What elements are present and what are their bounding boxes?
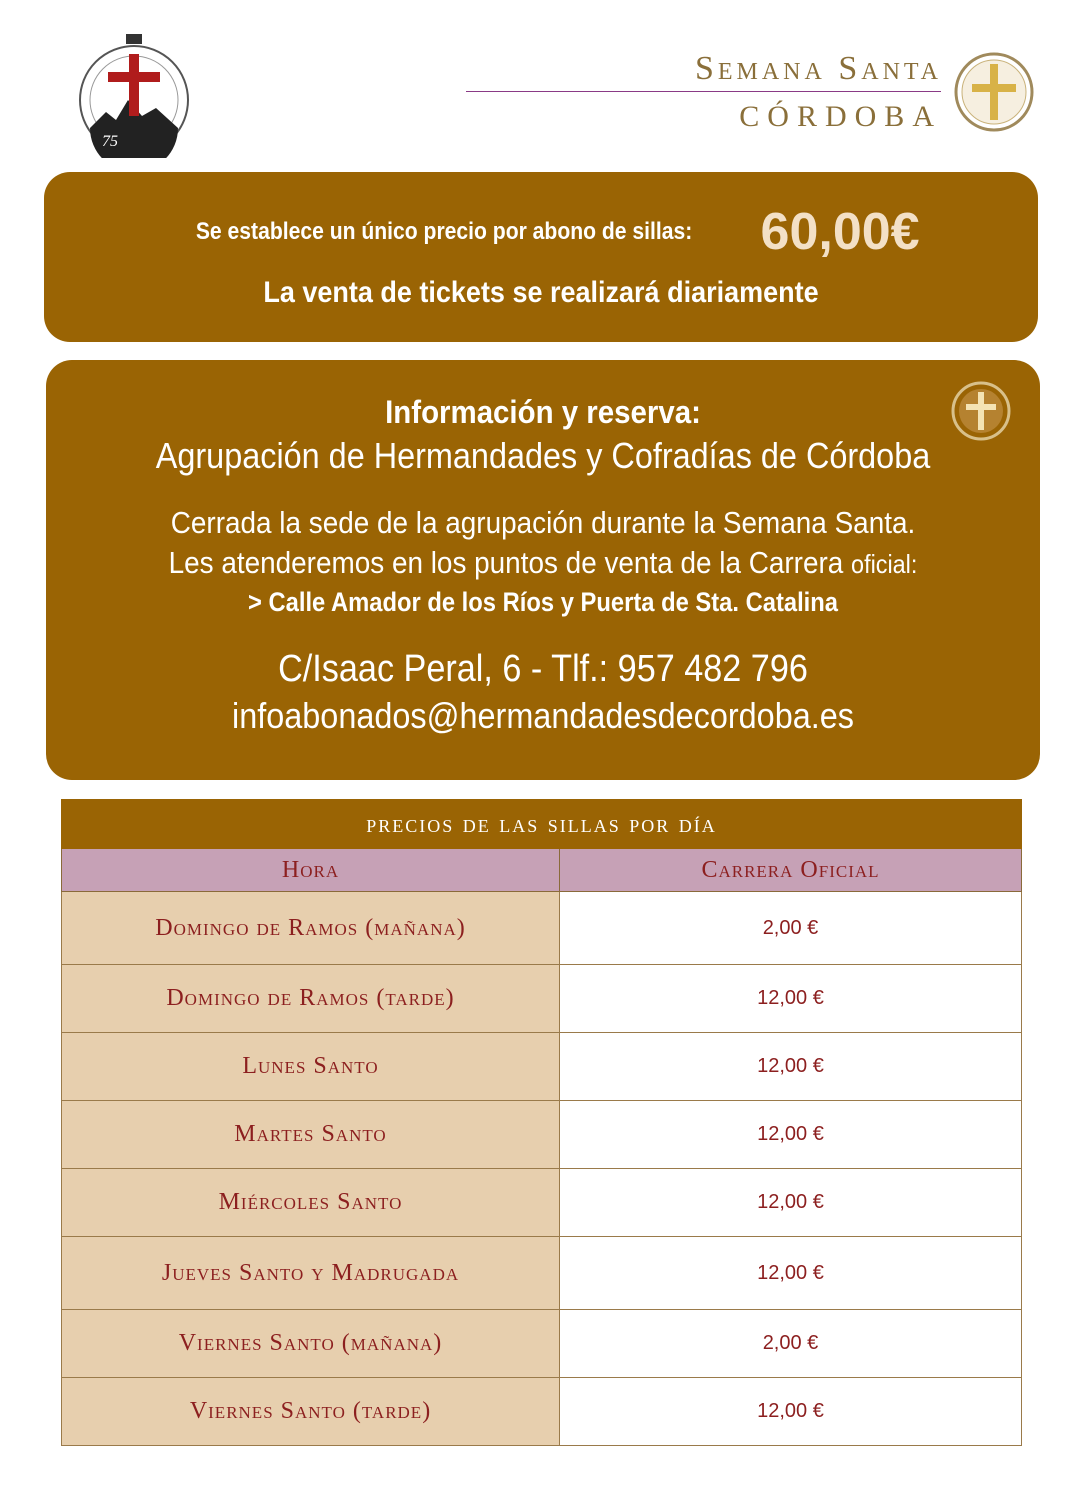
- day-cell: Viernes Santo (tarde): [62, 1378, 560, 1446]
- day-cell: Martes Santo: [62, 1101, 560, 1169]
- table-row: [62, 892, 1022, 965]
- brotherhood-logo: [72, 28, 196, 158]
- table-row: [62, 1033, 1022, 1101]
- info-sales-points: Les atenderemos en los puntos de venta de la Carrera oficial:: [168, 545, 918, 580]
- table-title: precios de las sillas por día: [62, 800, 1022, 849]
- column-header-carrera: Carrera Oficial: [560, 849, 1022, 892]
- table-row: [62, 1169, 1022, 1237]
- brand-divider: [466, 91, 941, 92]
- daily-sales-text: La venta de tickets se realizará diariamente: [263, 276, 819, 309]
- table-row: [62, 1101, 1022, 1169]
- price-cell: 12,00 €: [560, 1378, 1022, 1446]
- day-cell: Lunes Santo: [62, 1033, 560, 1101]
- logo-number: 75: [102, 133, 118, 150]
- subscription-price: 60,00€: [760, 203, 920, 261]
- info-closed-notice: Cerrada la sede de la agrupación durante la Semana Santa.: [170, 505, 916, 540]
- info-organization: Agrupación de Hermandades y Cofradías de Córdoba: [155, 435, 931, 476]
- day-cell: Domingo de Ramos (mañana): [62, 892, 560, 965]
- subscription-text: Se establece un único precio por abono de sillas:: [196, 218, 693, 245]
- table-row: [62, 965, 1022, 1033]
- info-address-phone: C/Isaac Peral, 6 - Tlf.: 957 482 796: [278, 648, 808, 690]
- day-cell: Jueves Santo y Madrugada: [62, 1237, 560, 1310]
- price-cell: 12,00 €: [560, 1033, 1022, 1101]
- price-cell: 2,00 €: [560, 892, 1022, 965]
- price-cell: 12,00 €: [560, 1237, 1022, 1310]
- table-row: [62, 1310, 1022, 1378]
- info-locations: > Calle Amador de los Ríos y Puerta de Sta. Catalina: [247, 587, 839, 617]
- semana-santa-brand: [462, 40, 1042, 140]
- cross-seal-icon: [952, 50, 1036, 134]
- info-box: [46, 360, 1040, 780]
- day-cell: Miércoles Santo: [62, 1169, 560, 1237]
- info-email-link[interactable]: infoabonados@hermandadesdecordoba.es: [232, 695, 854, 736]
- info-title: Información y reserva:: [385, 394, 701, 430]
- price-cell: 12,00 €: [560, 1101, 1022, 1169]
- column-header-hora: Hora: [62, 849, 560, 892]
- price-cell: 12,00 €: [560, 1169, 1022, 1237]
- chair-price-table: [61, 799, 1022, 1446]
- price-cell: 2,00 €: [560, 1310, 1022, 1378]
- day-cell: Viernes Santo (mañana): [62, 1310, 560, 1378]
- table-row: [62, 1378, 1022, 1446]
- table-row: [62, 1237, 1022, 1310]
- price-cell: 12,00 €: [560, 965, 1022, 1033]
- brand-title: Semana Santa: [694, 50, 942, 87]
- brand-city: CÓRDOBA: [739, 100, 942, 133]
- day-cell: Domingo de Ramos (tarde): [62, 965, 560, 1033]
- subscription-price-box: [44, 172, 1038, 342]
